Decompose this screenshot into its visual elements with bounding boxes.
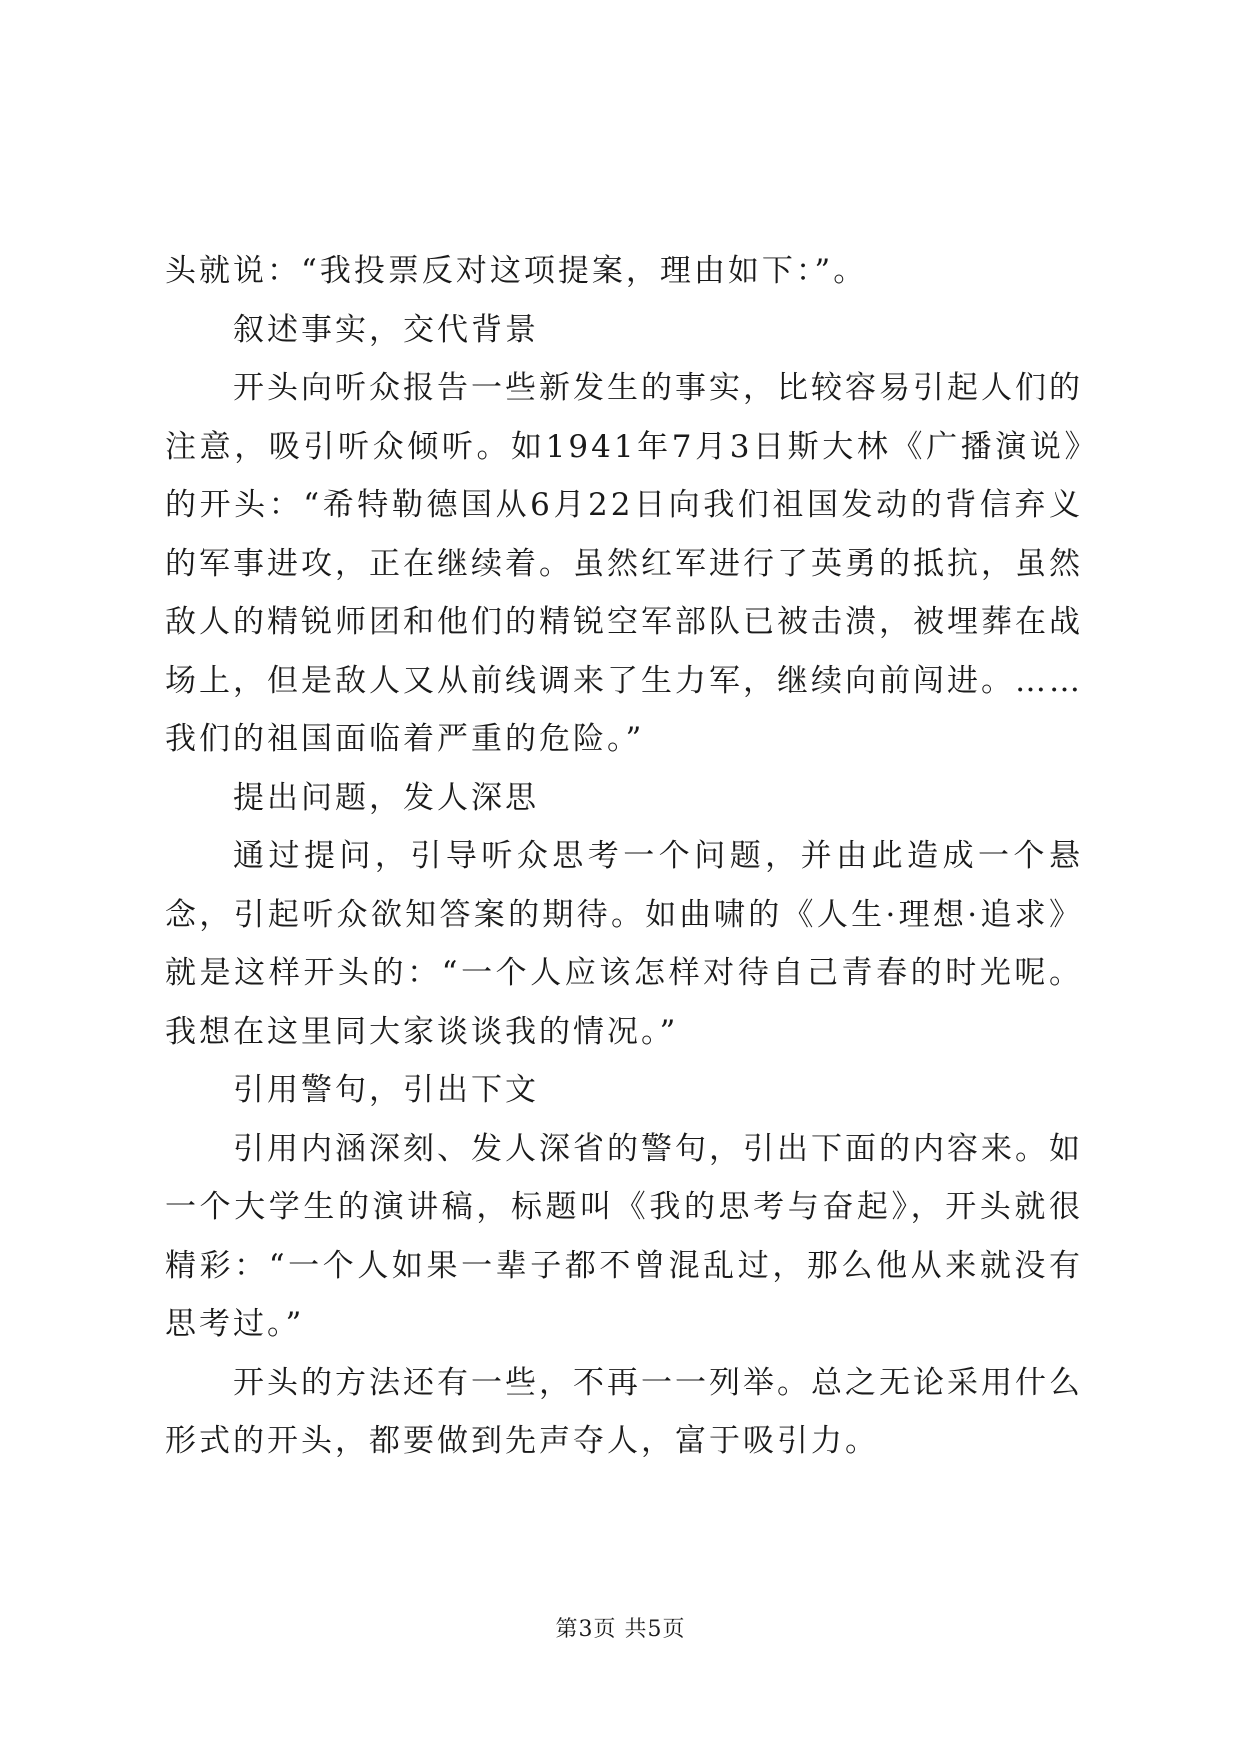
document-body xyxy=(165,242,1083,1471)
section-heading-raise-question: 提出问题，发人深思 xyxy=(233,779,539,816)
paragraph-quote-aphorism: 引用内涵深刻、发人深省的警句，引出下面的内容来。如一个大学生的演讲稿，标题叫《我的思考与奋起》，开头就很精彩：“一个人如果一辈子都不曾混乱过，那么他从来就没有思考过。” xyxy=(165,1130,1083,1342)
paragraph-continuation: 头就说：“我投票反对这项提案，理由如下：”。 xyxy=(165,253,868,289)
page-number-footer: 第3页 共5页 xyxy=(555,1617,686,1642)
section-heading-narrate-facts: 叙述事实，交代背景 xyxy=(233,311,539,348)
paragraph-conclusion: 开头的方法还有一些，不再一一列举。总之无论采用什么形式的开头，都要做到先声夺人，富于吸引力。 xyxy=(165,1364,1083,1459)
section-heading-quote-aphorism: 引用警句，引出下文 xyxy=(233,1072,539,1108)
paragraph-raise-question: 通过提问，引导听众思考一个问题，并由此造成一个悬念，引起听众欲知答案的期待。如曲啸的《人生·理想·追求》就是这样开头的：“一个人应该怎样对待自己青春的时光呢。我想在这里同大家谈谈我的情况。” xyxy=(165,838,1083,1050)
paragraph-narrate-facts: 开头向听众报告一些新发生的事实，比较容易引起人们的注意，吸引听众倾听。如1941年7月3日斯大林《广播演说》的开头：“希特勒德国从6月22日向我们祖国发动的背信弃义的军事进攻，正在继续着。虽然红军进行了英勇的抵抗，虽然敌人的精锐师团和他们的精锐空军部队已被击溃，被埋葬在战场上，但是敌人又从前线调来了生力军，继续向前闯进。……我们的祖国面临着严重的危险。” xyxy=(165,370,1083,757)
